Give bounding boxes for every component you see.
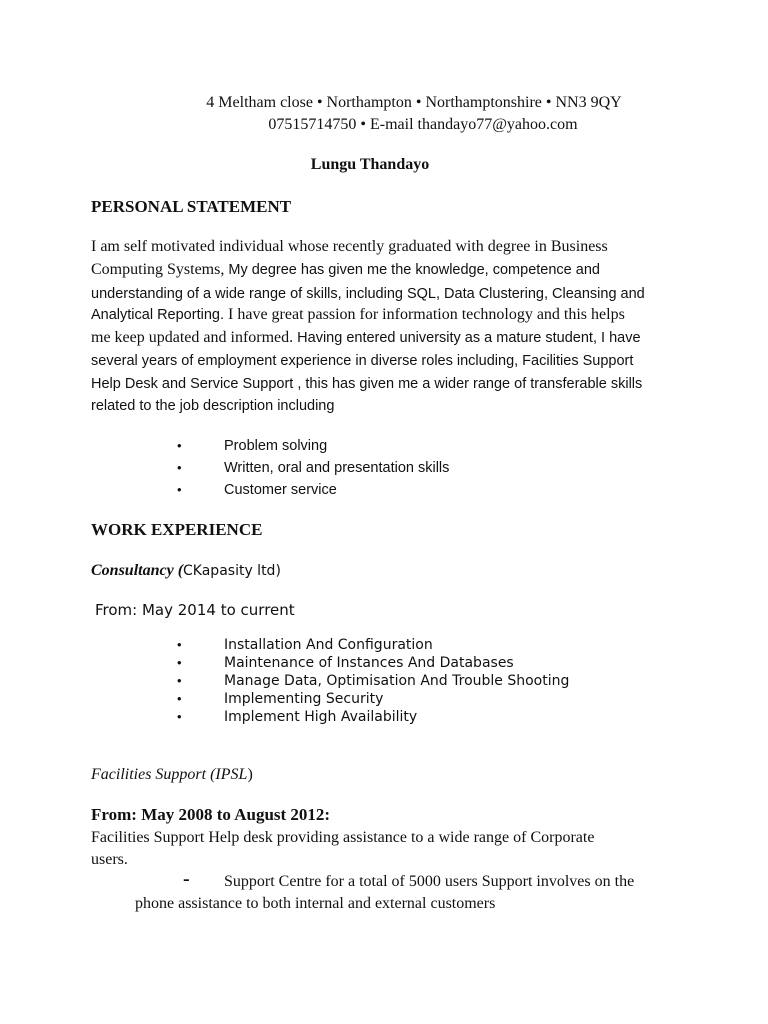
list-item: Installation And Configuration (224, 637, 433, 653)
list-item: Customer service (224, 482, 337, 498)
job2-title (91, 766, 253, 784)
statement-line (91, 261, 600, 279)
statement-segment: I have great passion for information technology and this helps (228, 306, 625, 323)
address-line: 4 Meltham close • Northampton • Northamptonshire • NN3 9QY (206, 94, 622, 111)
statement-line: related to the job description including (91, 398, 335, 414)
list-item: Problem solving (224, 438, 328, 454)
list-item: Written, oral and presentation skills (224, 460, 450, 476)
job1-company: Consultancy (91, 562, 178, 579)
job2-description: users. (91, 851, 128, 868)
bullet-icon: • (177, 438, 182, 453)
candidate-name: Lungu Thandayo (310, 156, 430, 173)
list-item: Implement High Availability (224, 709, 418, 725)
job1-org: CKapasity ltd) (183, 563, 281, 579)
job1-title (91, 562, 281, 580)
list-item: Maintenance of Instances And Databases (224, 655, 514, 671)
bullet-icon: • (177, 673, 182, 688)
bullet-icon: • (177, 655, 182, 670)
bullet-icon: • (177, 709, 182, 724)
job2-period: From: May 2008 to August 2012: (91, 805, 331, 824)
statement-line: I am self motivated individual whose recently graduated with degree in Business (91, 238, 608, 255)
work-experience-heading: WORK EXPERIENCE (91, 520, 263, 539)
bullet-icon: • (177, 460, 182, 475)
job2-title-text: Facilities Support (IPSL (91, 766, 248, 783)
statement-line: several years of employment experience in diverse roles including, Facilities Support (91, 353, 634, 369)
statement-line (91, 306, 625, 324)
statement-line: Help Desk and Service Support , this has given me a wider range of transferable skills (91, 376, 643, 392)
statement-segment: me keep updated and informed. (91, 329, 298, 346)
list-item: Implementing Security (224, 691, 384, 707)
job1-period: From: May 2014 to current (95, 601, 295, 619)
job2-support-line: phone assistance to both internal and external customers (135, 895, 496, 912)
list-item: Manage Data, Optimisation And Trouble Shooting (224, 673, 570, 689)
statement-line: understanding of a wide range of skills, including SQL, Data Clustering, Cleansing and (91, 286, 645, 302)
job2-title-close: ) (247, 766, 253, 783)
dash-bullet-icon: - (183, 868, 190, 890)
bullet-icon: • (177, 691, 182, 706)
statement-segment: My degree has given me the knowledge, competence and (228, 262, 600, 278)
contact-line: 07515714750 • E-mail thandayo77@yahoo.com (268, 116, 578, 133)
bullet-icon: • (177, 637, 182, 652)
job1-paren: ( (177, 562, 184, 579)
statement-segment: Computing Systems, (91, 261, 229, 278)
statement-segment: Having entered university as a mature student, I have (297, 330, 641, 346)
bullet-icon: • (177, 482, 182, 497)
job2-description: Facilities Support Help desk providing assistance to a wide range of Corporate (91, 829, 595, 846)
personal-statement-heading: PERSONAL STATEMENT (91, 197, 292, 216)
job2-support-line: Support Centre for a total of 5000 users Support involves on the (224, 873, 635, 890)
statement-line (91, 329, 641, 347)
statement-segment: Analytical Reporting. (91, 307, 229, 323)
